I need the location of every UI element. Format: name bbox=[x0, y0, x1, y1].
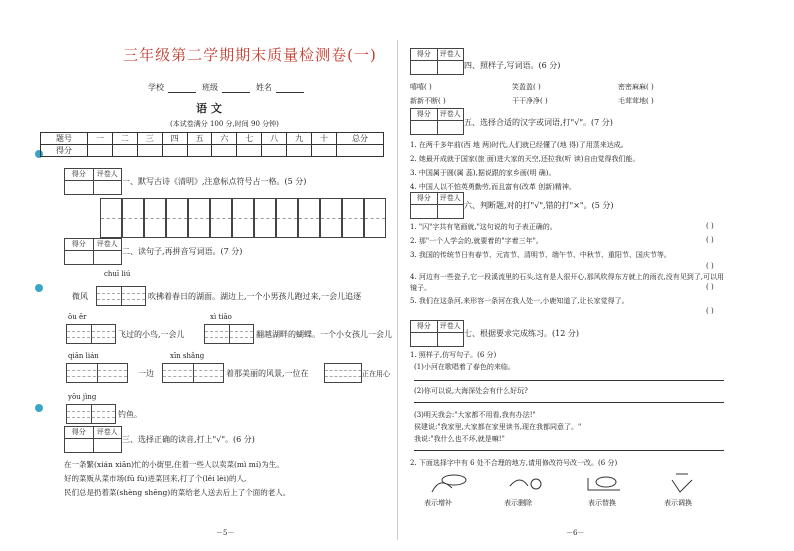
grader-name-label: 评卷人 bbox=[437, 109, 464, 120]
grader-box bbox=[410, 108, 464, 135]
class-field-line bbox=[222, 92, 250, 93]
delete-mark-icon bbox=[510, 479, 541, 489]
score-header-cell: 题号 bbox=[41, 133, 88, 145]
score-cell[interactable] bbox=[212, 145, 237, 157]
score-table bbox=[40, 132, 384, 157]
name-field-line bbox=[276, 92, 304, 93]
judge-item: 4. 河边有一些瓷子,它一段溪流里的石头,这有是人很开心,那风吹得东方就上的雨衣,没有见到了,可以用镜子。 bbox=[410, 273, 725, 292]
grader-name-cell[interactable] bbox=[437, 61, 464, 74]
pinyin-answer-box[interactable] bbox=[162, 363, 224, 383]
class-field-label: 班级 bbox=[202, 83, 218, 92]
question-2-heading: 二、读句子,再拼音写词语。(7 分) bbox=[122, 247, 243, 256]
question-5-heading: 五、选择合适的汉字或词语,打"√"。(7 分) bbox=[464, 118, 613, 127]
grader-score-label: 得分 bbox=[416, 322, 431, 330]
score-cell[interactable] bbox=[336, 145, 383, 157]
pinyin-answer-box[interactable] bbox=[204, 324, 254, 344]
choice-item: 2. 她最开成就于国家(旅 面)进大家的天空,还拉我(听 读)自由觉得我们能。 bbox=[410, 155, 640, 163]
grader-score-label: 得分 bbox=[416, 50, 431, 58]
exercise-line: 1. 照样子,仿写句子。(6 分) bbox=[410, 351, 497, 359]
paragraph-line: 在一条繁(xián xiān)忙的小街里,住着一些人以卖菜(mì mí)为生。 bbox=[64, 460, 284, 469]
pinyin-answer-box[interactable] bbox=[66, 324, 116, 344]
pinyin-label: xīn shǎng bbox=[170, 352, 205, 360]
grader-name-cell[interactable] bbox=[93, 251, 122, 264]
score-header-cell: 十 bbox=[312, 133, 337, 145]
grader-name-label: 评卷人 bbox=[93, 239, 122, 250]
score-cell[interactable] bbox=[287, 145, 312, 157]
pinyin-label: yōu jìng bbox=[68, 393, 97, 401]
grader-box bbox=[410, 48, 464, 75]
grader-name-cell[interactable] bbox=[93, 181, 122, 194]
grader-score-cell[interactable] bbox=[65, 181, 93, 194]
exam-note: (本试卷满分 100 分,时间 90 分钟) bbox=[170, 120, 279, 128]
sentence-text: 飞过的小鸟,一会儿 bbox=[118, 330, 185, 339]
grader-name-cell[interactable] bbox=[93, 439, 122, 452]
answer-bracket[interactable]: ( ) bbox=[706, 262, 714, 270]
exercise-line: (3)明天我会:"大家都不用看,我有办法!" bbox=[414, 411, 536, 419]
grader-score-label: 得分 bbox=[416, 110, 431, 118]
mark-label: 表示增补 bbox=[424, 499, 452, 507]
question-4-heading: 四、照样子,写词语。(6 分) bbox=[464, 61, 561, 70]
score-header-row bbox=[41, 133, 384, 145]
page-number: －6－ bbox=[566, 529, 585, 537]
grader-name-label: 评卷人 bbox=[437, 193, 464, 204]
choice-item: 4. 中国人以不怕英勇勤劳,而且富有(改革 创新)精神。 bbox=[410, 183, 576, 191]
score-cell[interactable] bbox=[312, 145, 337, 157]
revision-marks bbox=[420, 470, 720, 498]
sentence-text: 翻越湖畔的蝴蝶。一个小女孩儿一会儿 bbox=[256, 330, 392, 339]
grader-score-cell[interactable] bbox=[411, 333, 437, 346]
exercise-line: 2. 下面选择字中有 6 处不合理的地方,请用修改符号改一改。(6 分) bbox=[410, 459, 618, 467]
pinyin-label: qiān lián bbox=[68, 352, 99, 360]
answer-bracket[interactable]: ( ) bbox=[706, 222, 714, 230]
paragraph-line: 民们总是扔着菜(shèng shēng)的菜给老人送去后上了个面的老人。 bbox=[64, 488, 291, 497]
score-cell[interactable] bbox=[88, 145, 113, 157]
grader-box bbox=[410, 192, 464, 219]
grader-score-cell[interactable] bbox=[65, 439, 93, 452]
answer-line[interactable] bbox=[414, 450, 724, 451]
score-cell[interactable] bbox=[112, 145, 137, 157]
score-cell[interactable] bbox=[137, 145, 162, 157]
score-cell[interactable] bbox=[237, 145, 262, 157]
grader-box bbox=[410, 320, 464, 347]
score-row-label: 得分 bbox=[41, 145, 88, 157]
judge-item: 2. 那"一个人学会的,就要着的"字着三年"。 bbox=[410, 237, 543, 245]
answer-line[interactable] bbox=[414, 402, 724, 403]
score-header-cell: 总分 bbox=[336, 133, 383, 145]
score-header-cell: 六 bbox=[212, 133, 237, 145]
grader-name-label: 评卷人 bbox=[93, 169, 122, 180]
pinyin-answer-box[interactable] bbox=[66, 363, 128, 383]
answer-bracket[interactable]: ( ) bbox=[706, 307, 714, 315]
judge-item: 3. 我国的传统节日有春节、元宵节、清明节、端午节、中秋节、重阳节、国庆节等。 bbox=[410, 251, 671, 259]
sentence-text: 正在用心 bbox=[362, 370, 390, 378]
exercise-line: (2)你可以说,大海深处会有什么好玩? bbox=[414, 387, 528, 395]
grader-name-label: 评卷人 bbox=[437, 321, 464, 332]
grader-score-label: 得分 bbox=[71, 170, 86, 178]
grader-score-cell[interactable] bbox=[411, 61, 437, 74]
choice-item: 1. 在两千多年前(西 地 两)时代,人们就已经懂了(地 得)了用蒸来达成。 bbox=[410, 141, 628, 149]
score-header-cell: 一 bbox=[88, 133, 113, 145]
score-header-cell: 七 bbox=[237, 133, 262, 145]
grader-name-cell[interactable] bbox=[437, 333, 464, 346]
pinyin-answer-box[interactable] bbox=[96, 286, 146, 306]
pinyin-label: ōu ěr bbox=[68, 313, 87, 321]
score-header-cell: 九 bbox=[287, 133, 312, 145]
grader-name-cell[interactable] bbox=[437, 205, 464, 218]
page-divider bbox=[397, 40, 398, 540]
grader-name-cell[interactable] bbox=[437, 121, 464, 134]
word-item: 新新不断( ) bbox=[410, 97, 446, 105]
poem-writing-grid[interactable] bbox=[100, 198, 390, 236]
mark-label: 表示删除 bbox=[504, 499, 532, 507]
grader-box bbox=[64, 168, 122, 195]
score-value-row bbox=[41, 145, 384, 157]
sentence-text: 钓鱼。 bbox=[118, 410, 142, 419]
replace-mark-icon bbox=[588, 477, 620, 490]
answer-bracket[interactable]: ( ) bbox=[706, 283, 714, 291]
paragraph-line: 好的菜贩从菜市场(fū fù)进菜回来,打了个(lěi lèi)的人, bbox=[64, 474, 247, 483]
grader-box bbox=[64, 238, 122, 265]
score-header-cell: 四 bbox=[162, 133, 187, 145]
grader-score-label: 得分 bbox=[71, 240, 86, 248]
score-header-cell: 二 bbox=[112, 133, 137, 145]
grader-score-label: 得分 bbox=[416, 194, 431, 202]
word-item: 干干净净( ) bbox=[512, 97, 548, 105]
page-number: －5－ bbox=[216, 529, 235, 537]
answer-line[interactable] bbox=[414, 380, 724, 381]
grader-name-label: 评卷人 bbox=[93, 427, 122, 438]
grader-score-cell[interactable] bbox=[65, 251, 93, 264]
subject-heading: 语 文 bbox=[196, 102, 222, 115]
grader-score-cell[interactable] bbox=[411, 121, 437, 134]
swap-mark-icon bbox=[672, 474, 692, 492]
insert-mark-icon bbox=[432, 475, 466, 492]
word-item: 毛茸茸地( ) bbox=[618, 97, 654, 105]
word-item: 笑盈盈( ) bbox=[512, 83, 541, 91]
pinyin-label: xì tiāo bbox=[210, 313, 232, 321]
grader-score-label: 得分 bbox=[71, 428, 86, 436]
exam-title: 三年级第二学期期末质量检测卷(一) bbox=[123, 46, 377, 64]
exercise-line: (1)小河在歌唱着了春色的来临。 bbox=[414, 363, 515, 371]
name-field-label: 姓名 bbox=[256, 83, 272, 92]
choice-item: 3. 中国属于圆(属 蕊),据说跟的家乡画(明 确)。 bbox=[410, 169, 556, 177]
margin-dot bbox=[35, 284, 43, 292]
pinyin-label: chuī liú bbox=[104, 270, 131, 278]
exercise-line: 侯建说:"我家里,大家都在家里读书,现在我都同意了。" bbox=[414, 423, 582, 431]
score-header-cell: 三 bbox=[137, 133, 162, 145]
score-header-cell: 八 bbox=[262, 133, 287, 145]
grader-name-label: 评卷人 bbox=[437, 49, 464, 60]
grader-score-cell[interactable] bbox=[411, 205, 437, 218]
pinyin-answer-box[interactable] bbox=[66, 404, 116, 424]
sentence-text: 一边 bbox=[138, 369, 154, 378]
score-cell[interactable] bbox=[262, 145, 287, 157]
question-7-heading: 七、根据要求完成练习。(12 分) bbox=[464, 329, 579, 338]
word-item: 嘻嘻( ) bbox=[410, 83, 432, 91]
exercise-line: 我说:"我什么也不坏,就是嘛!" bbox=[414, 435, 505, 443]
margin-dot bbox=[35, 404, 43, 412]
judge-item: 1. "闪"字共有笔画就,"这句说的句子表正确的。 bbox=[410, 223, 557, 231]
answer-bracket[interactable]: ( ) bbox=[706, 236, 714, 244]
question-6-heading: 六、判断题,对的打"√",错的打"×"。(5 分) bbox=[464, 201, 614, 210]
sentence-text: 着那美丽的风景,一位在 bbox=[226, 369, 309, 378]
school-field-line bbox=[168, 92, 196, 93]
question-1-heading: 一、默写古诗《清明》,注意标点符号占一格。(5 分) bbox=[122, 177, 307, 186]
question-3-heading: 三、选择正确的读音,打上"√"。(6 分) bbox=[122, 435, 255, 444]
score-header-cell: 五 bbox=[187, 133, 212, 145]
word-item: 密密麻麻( ) bbox=[618, 83, 654, 91]
score-cell[interactable] bbox=[187, 145, 212, 157]
pinyin-answer-box[interactable] bbox=[324, 363, 362, 383]
judge-item: 5. 我们在这条河,来形容一条河在我人处一,小鹿知道了,让长家觉得了。 bbox=[410, 297, 629, 305]
score-cell[interactable] bbox=[162, 145, 187, 157]
school-field-label: 学校 bbox=[148, 83, 164, 92]
sentence-text: 吹拂着春日的湖面。湖边上,一个小男孩儿跑过来,一会儿追逐 bbox=[148, 292, 362, 301]
mark-label: 表示替换 bbox=[588, 499, 616, 507]
grader-box bbox=[64, 426, 122, 453]
sentence-text: 微风 bbox=[72, 292, 88, 301]
mark-label: 表示调换 bbox=[664, 499, 692, 507]
